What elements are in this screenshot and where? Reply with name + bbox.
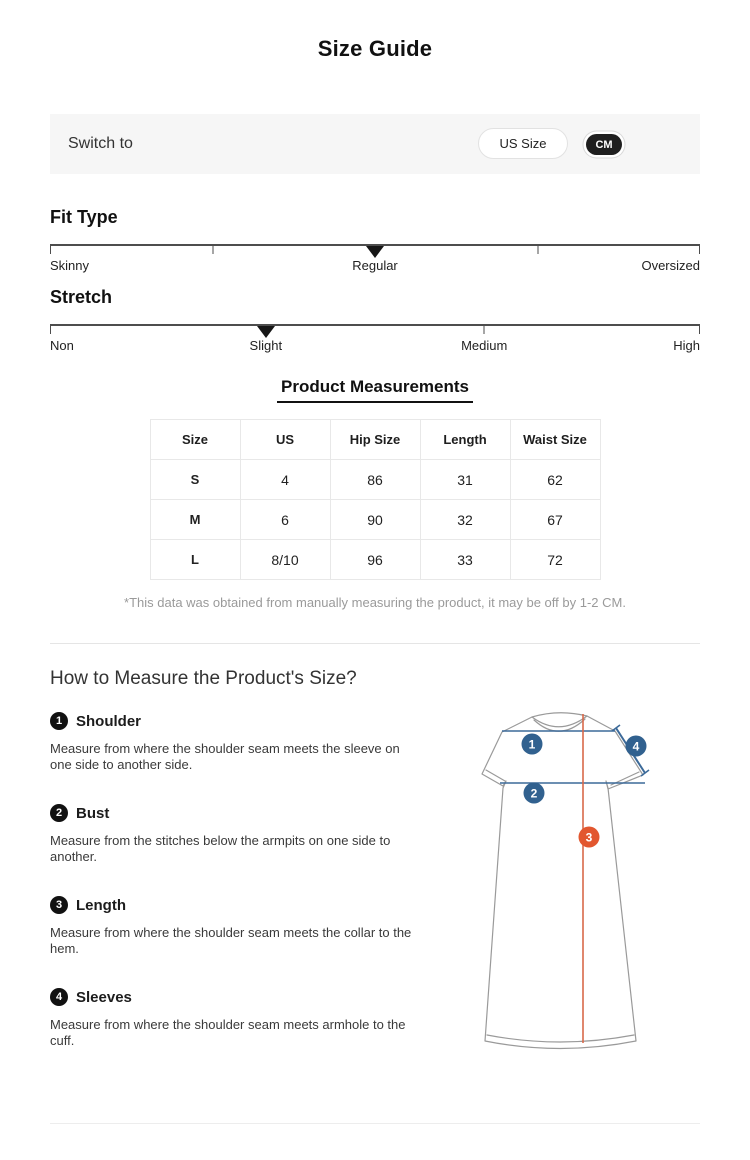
measurement-disclaimer: *This data was obtained from manually measuring the product, it may be off by 1-2 CM. [124, 595, 626, 610]
fit-type-labels [50, 258, 700, 275]
stretch-labels [50, 338, 700, 355]
item-label-sleeves: Sleeves [76, 988, 132, 1006]
stretch-heading: Stretch [50, 287, 113, 307]
table-row [150, 540, 600, 580]
item-desc-bust: Measure from the stitches below the armpits on one side to another. [50, 833, 391, 864]
cell: M [150, 500, 240, 540]
stretch-track [50, 324, 700, 338]
tick [537, 246, 538, 254]
diagram-badge-4-number: 4 [632, 739, 640, 754]
diagram-badge-1-number: 1 [528, 737, 536, 752]
item-desc-shoulder: Measure from where the shoulder seam meets the sleeve on one side to another side. [50, 741, 400, 772]
cell: 4 [240, 460, 330, 500]
cell: 33 [420, 540, 510, 580]
stretch-label-non: Non [50, 338, 74, 353]
table-row [150, 500, 600, 540]
stretch-label-high: High [673, 338, 700, 353]
cell: 6 [240, 500, 330, 540]
item-label-shoulder: Shoulder [76, 712, 142, 730]
how-to-measure-section [0, 668, 750, 1105]
measure-item-length [50, 896, 430, 957]
cell: 72 [510, 540, 600, 580]
fit-type-marker [366, 246, 384, 258]
stretch-label-slight: Slight [249, 338, 283, 353]
step-1-badge: 1 [50, 712, 68, 730]
tick [212, 246, 213, 254]
page-title: Size Guide [317, 36, 433, 61]
measurements-table [150, 419, 601, 580]
fit-label-oversized: Oversized [641, 258, 700, 273]
cell: 8/10 [240, 540, 330, 580]
unit-switch-bar [50, 114, 700, 174]
dress-outline [482, 713, 643, 1049]
us-size-button[interactable]: US Size [478, 128, 568, 159]
tick [50, 246, 51, 254]
cell: 86 [330, 460, 420, 500]
col-header-us: US [240, 420, 330, 460]
item-desc-length: Measure from where the shoulder seam meets the collar to the hem. [50, 925, 412, 956]
dress-diagram [455, 692, 705, 1072]
item-desc-sleeves: Measure from where the shoulder seam meets armhole to the cuff. [50, 1017, 406, 1048]
cell: L [150, 540, 240, 580]
section-divider [50, 643, 700, 644]
switch-to-label: Switch to [68, 135, 133, 152]
diagram-badge-2-number: 2 [530, 786, 538, 801]
step-3-badge: 3 [50, 896, 68, 914]
sleeve-line-cap [612, 725, 620, 731]
step-2-badge: 2 [50, 804, 68, 822]
cell: 62 [510, 460, 600, 500]
cell: 90 [330, 500, 420, 540]
fit-type-track [50, 244, 700, 258]
table-header-row [150, 420, 600, 460]
cell: 67 [510, 500, 600, 540]
stretch-marker [257, 326, 275, 338]
stretch-label-medium: Medium [461, 338, 508, 353]
cell: 31 [420, 460, 510, 500]
product-measurements-title: Product Measurements [277, 377, 473, 403]
measure-item-shoulder [50, 712, 430, 773]
cell: 32 [420, 500, 510, 540]
tick [50, 326, 51, 334]
col-header-hip: Hip Size [330, 420, 420, 460]
item-label-bust: Bust [76, 804, 110, 822]
how-to-measure-title: How to Measure the Product's Size? [50, 668, 357, 689]
col-header-waist: Waist Size [510, 420, 600, 460]
measure-item-bust [50, 804, 430, 865]
cm-unit-toggle[interactable]: CM [586, 134, 622, 155]
step-4-badge: 4 [50, 988, 68, 1006]
item-label-length: Length [76, 896, 126, 914]
measure-item-sleeves [50, 988, 430, 1049]
tick [484, 326, 485, 334]
fit-label-skinny: Skinny [50, 258, 90, 273]
cell: 96 [330, 540, 420, 580]
table-row [150, 460, 600, 500]
diagram-badge-3-number: 3 [585, 830, 593, 845]
fit-type-heading: Fit Type [50, 207, 118, 227]
tick [699, 326, 700, 334]
cell: S [150, 460, 240, 500]
col-header-size: Size [150, 420, 240, 460]
tick [699, 246, 700, 254]
fit-label-regular: Regular [352, 258, 398, 273]
col-header-length: Length [420, 420, 510, 460]
